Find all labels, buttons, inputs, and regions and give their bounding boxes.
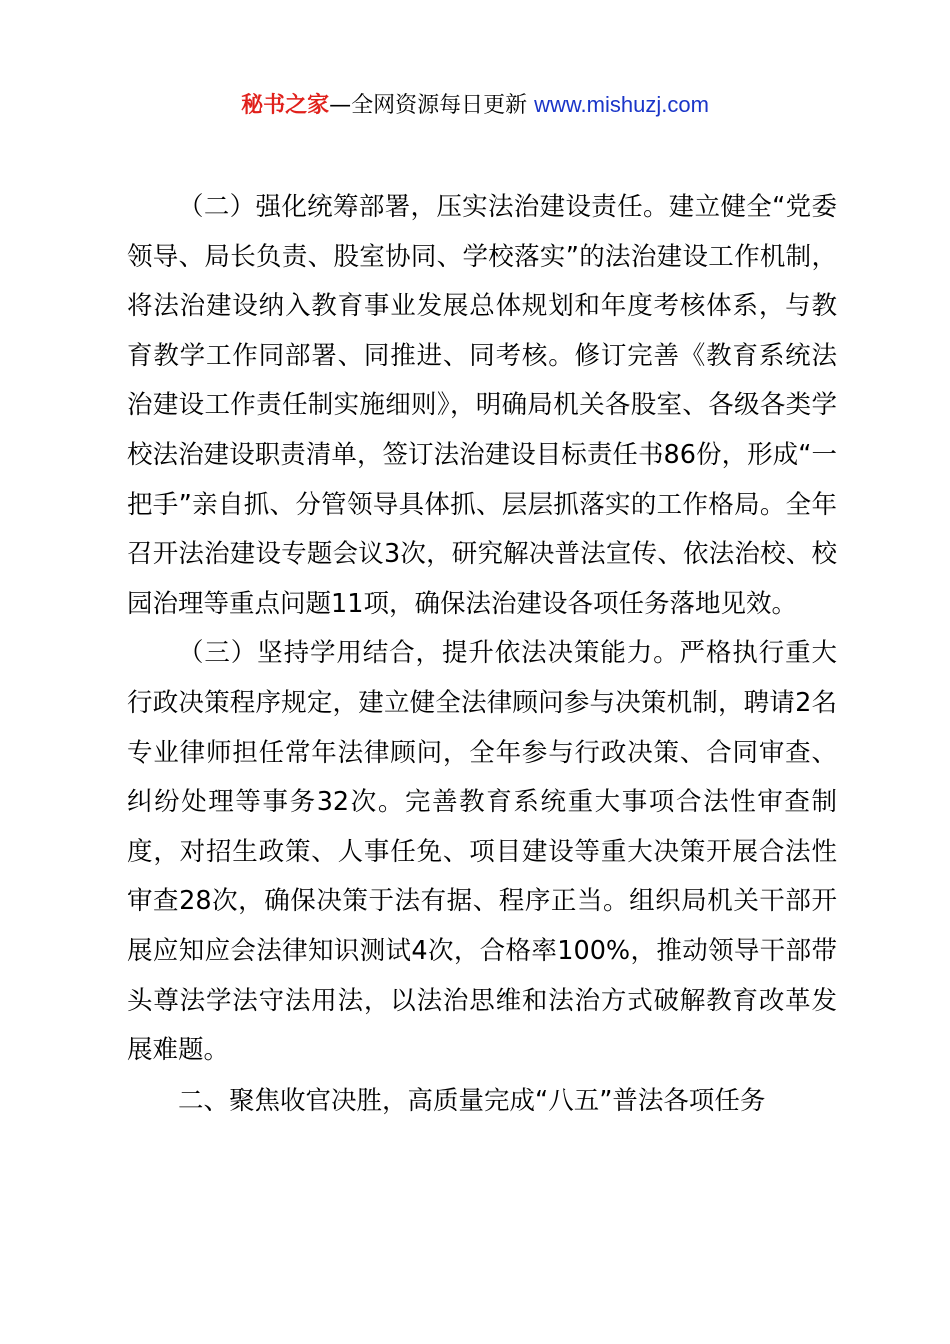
site-header bbox=[0, 88, 950, 123]
site-url-link[interactable]: www.mishuzj.com bbox=[534, 92, 709, 117]
paragraph-section-2: （二）强化统筹部署，压实法治建设责任。建立健全“党委领导、局长负责、股室协同、学校落实”的法治建设工作机制，将法治建设纳入教育事业发展总体规划和年度考核体系，与教育教学工作同部署、同推进、同考核。修订完善《教育系统法治建设工作责任制实施细则》，明确局机关各股室、各级各类学校法治建设职责清单，签订法治建设目标责任书86份，形成“一把手”亲自抓、分管领导具体抓、层层抓落实的工作格局。全年召开法治建设专题会议3次，研究解决普法宣传、依法治校、校园治理等重点问题11项，确保法治建设各项任务落地见效。 bbox=[127, 192, 837, 619]
document-body bbox=[127, 183, 837, 1126]
section-heading: 二、聚焦收官决胜，高质量完成“八五”普法各项任务 bbox=[178, 1085, 766, 1116]
paragraph-section-3: （三）坚持学用结合，提升依法决策能力。严格执行重大行政决策程序规定，建立健全法律顾问参与决策机制，聘请2名专业律师担任常年法律顾问，全年参与行政决策、合同审查、纠纷处理等事务32次。完善教育系统重大事项合法性审查制度，对招生政策、人事任免、项目建设等重大决策开展合法性审查28次，确保决策于法有据、程序正当。组织局机关干部开展应知应会法律知识测试4次，合格率100%，推动领导干部带头尊法学法守法用法，以法治思维和法治方式破解教育改革发展难题。 bbox=[127, 638, 837, 1066]
header-tagline: —全网资源每日更新 bbox=[329, 93, 535, 118]
brand-name: 秘书之家 bbox=[241, 93, 330, 118]
